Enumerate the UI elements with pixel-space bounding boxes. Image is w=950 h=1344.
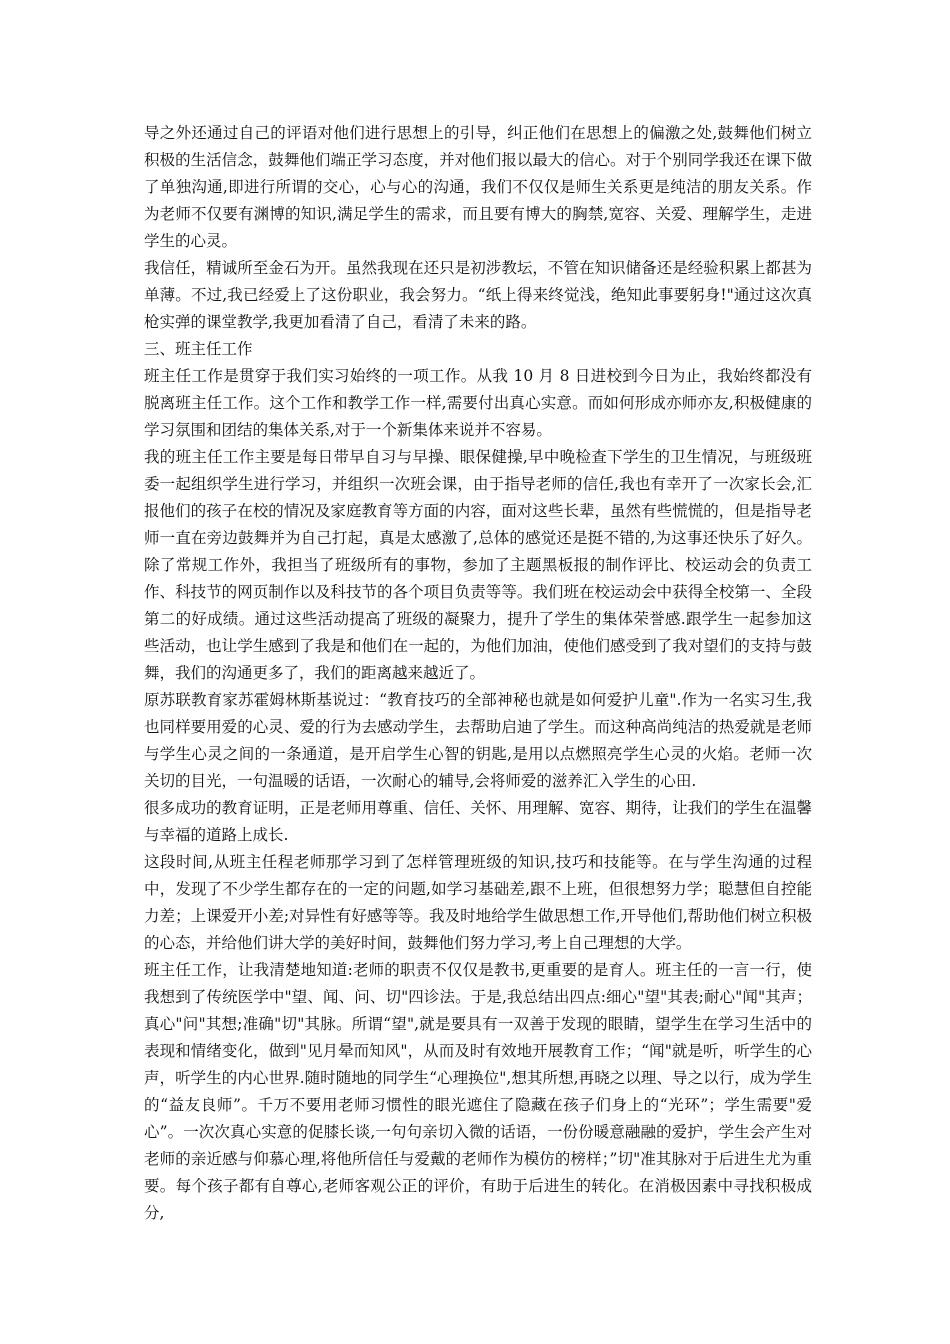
paragraph: 原苏联教育家苏霍姆林斯基说过：“教育技巧的全部神秘也就是如何爱护儿童".作为一名实习生,我也同样要用爱的心灵、爱的行为去感动学生，去帮助启迪了学生。而这种高尚纯洁的热爱就是老师与学生心灵之间的一条通道，是开启学生心智的钥匙,是用以点燃照亮学生心灵的火焰。老师一次关切的目光，一句温暖的话语，一次耐心的辅导,会将师爱的滋养汇入学生的心田. xyxy=(144,691,812,790)
paragraph: 班主任工作是贯穿于我们实习始终的一项工作。从我 10 月 8 日进校到今日为止，我始终都没有脱离班主任工作。这个工作和教学工作一样,需要付出真心实意。而如何形成亦师亦友,积极健康的学习氛围和团结的集体关系,对于一个新集体来说并不容易。 xyxy=(144,367,812,439)
paragraph: 班主任工作，让我清楚地知道:老师的职责不仅仅是教书,更重要的是育人。班主任的一言一行，使我想到了传统医学中"望、闻、问、切"四诊法。于是,我总结出四点:细心"望"其表;耐心"闻"其声；真心"问"其想;准确"切"其脉。所谓“望",就是要具有一双善于发现的眼睛，望学生在学习生活中的表现和情绪变化，做到"见月晕而知风"，从而及时有效地开展教育工作；“闻"就是听，听学生的心声，听学生的内心世界.随时随地的同学生“心理换位",想其所想,再晓之以理、导之以行，成为学生的“益友良师”。千万不要用老师习惯性的眼光遮住了隐藏在孩子们身上的“光环”；学生需要"爱心”。一次次真心实意的促膝长谈,一句句亲切入微的话语，一份份暖意融融的爱护，学生会产生对老师的亲近感与仰慕心理,将他所信任与爱戴的老师作为模仿的榜样；”切"准其脉对于后进生尤为重要。每个孩子都有自尊心,老师客观公正的评价，有助于后进生的转化。在消极因素中寻找积极成分, xyxy=(144,961,812,1222)
section-heading: 三、班主任工作 xyxy=(144,340,253,358)
paragraph: 这段时间,从班主任程老师那学习到了怎样管理班级的知识,技巧和技能等。在与学生沟通的过程中，发现了不少学生都存在的一定的问题,如学习基础差,跟不上班，但很想努力学；聪慧但自控能力差；上课爱开小差;对异性有好感等等。我及时地给学生做思想工作,开导他们,帮助他们树立积极的心态，并给他们讲大学的美好时间，鼓舞他们努力学习,考上自己理想的大学。 xyxy=(144,853,812,952)
paragraph: 很多成功的教育证明，正是老师用尊重、信任、关怀、用理解、宽容、期待，让我们的学生在温馨与幸福的道路上成长. xyxy=(144,799,812,844)
paragraph: 导之外还通过自己的评语对他们进行思想上的引导，纠正他们在思想上的偏激之处,鼓舞他们树立积极的生活信念，鼓舞他们端正学习态度，并对他们报以最大的信心。对于个别同学我还在课下做了单独沟通,即进行所谓的交心，心与心的沟通，我们不仅仅是师生关系更是纯洁的朋友关系。作为老师不仅要有渊博的知识,满足学生的需求，而且要有博大的胸禁,宽容、关爱、理解学生，走进学生的心灵。 xyxy=(144,124,812,250)
document-body xyxy=(144,120,812,1227)
paragraph: 我信任，精诚所至金石为开。虽然我现在还只是初涉教坛，不管在知识储备还是经验积累上都甚为单薄。不过,我已经爱上了这份职业，我会努力。“纸上得来终觉浅，绝知此事要躬身!"通过这次真枪实弹的课堂教学,我更加看清了自己，看清了未来的路。 xyxy=(144,259,812,331)
paragraph: 我的班主任工作主要是每日带早自习与早操、眼保健操,早中晚检查下学生的卫生情况，与班级班委一起组织学生进行学习，并组织一次班会课，由于指导老师的信任,我也有幸开了一次家长会,汇报他们的孩子在校的情况及家庭教育等方面的内容，面对这些长辈，虽然有些慌慌的，但是指导老师一直在旁边鼓舞并为自己打起，真是太感激了,总体的感觉还是挺不错的,为这事还快乐了好久。除了常规工作外，我担当了班级所有的事物，参加了主题黑板报的制作评比、校运动会的负责工作、科技节的网页制作以及科技节的各个项目负责等等。我们班在校运动会中获得全校第一、全段第二的好成绩。通过这些活动提高了班级的凝聚力，提升了学生的集体荣誉感.跟学生一起参加这些活动，也让学生感到了我是和他们在一起的，为他们加油，使他们感受到了我对望们的支持与鼓舞，我们的沟通更多了，我们的距离越来越近了。 xyxy=(144,448,812,682)
